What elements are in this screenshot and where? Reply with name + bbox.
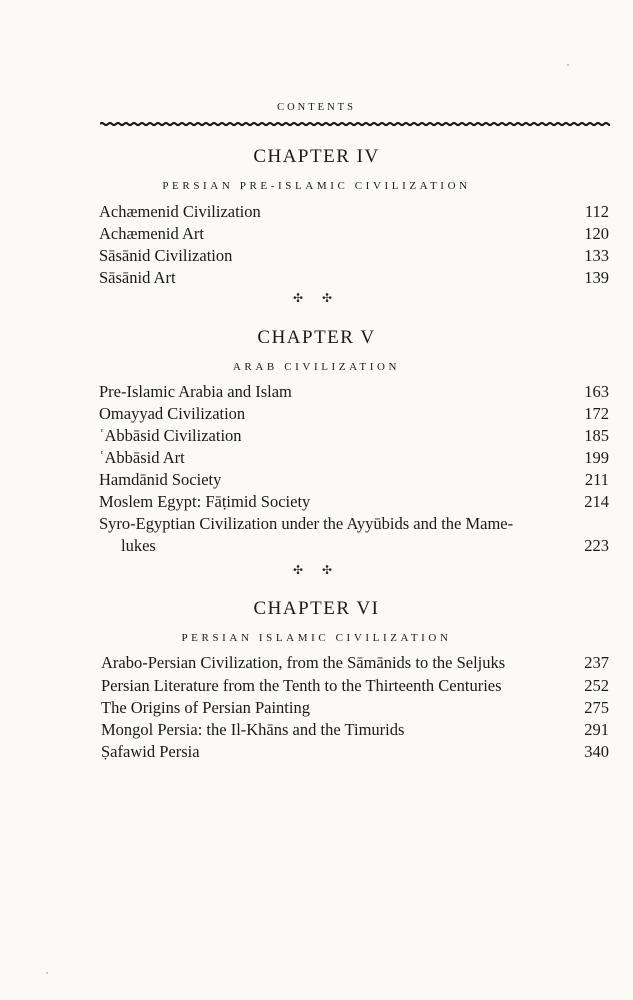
toc-entry[interactable]: [99, 245, 609, 267]
toc-entry[interactable]: [99, 425, 609, 447]
toc-entry-page: 340: [584, 742, 609, 761]
toc-entry-page: 199: [584, 448, 609, 467]
running-head: CONTENTS: [277, 102, 356, 113]
toc-entry-page: 252: [584, 676, 609, 695]
toc-entry-title-line: Syro-Egyptian Civilization under the Ayyūbids and the Mame-: [99, 514, 514, 533]
toc-entry-title: Persian Literature from the Tenth to the Thirteenth Centuries: [101, 676, 502, 695]
toc-entry[interactable]: [99, 491, 609, 513]
toc-entry[interactable]: [99, 403, 609, 425]
toc-entry-page: 237: [584, 653, 609, 672]
paper-speck: [567, 64, 569, 66]
toc-entry[interactable]: [99, 381, 609, 403]
toc-entry-page: 211: [584, 470, 609, 489]
toc-entry-title: Moslem Egypt: Fāṭimid Society: [99, 492, 311, 511]
toc-entry-page: 185: [584, 426, 609, 445]
toc-entry[interactable]: [99, 223, 609, 245]
chapter-heading: CHAPTER VI: [253, 598, 380, 619]
toc-entry[interactable]: [99, 469, 609, 491]
chapter-subtitle: PERSIAN PRE-ISLAMIC CIVILIZATION: [162, 180, 471, 192]
toc-entry[interactable]: [101, 675, 609, 697]
toc-entry-page: 291: [584, 720, 609, 739]
toc-entry-page: 112: [584, 202, 609, 221]
toc-entry-page: 139: [584, 268, 609, 287]
paper-speck: [46, 972, 48, 974]
toc-entry[interactable]: [101, 697, 609, 719]
toc-entry-page: 163: [584, 382, 609, 401]
toc-entry-title: Ṣafawid Persia: [101, 742, 200, 761]
toc-entry-page: 214: [584, 492, 609, 511]
toc-entry-title: The Origins of Persian Painting: [101, 698, 310, 717]
toc-entry[interactable]: [101, 719, 609, 741]
chapter-subtitle: PERSIAN ISLAMIC CIVILIZATION: [181, 632, 452, 644]
chapter-heading: CHAPTER V: [257, 327, 376, 348]
toc-entry-title: Sāsānid Art: [99, 268, 176, 287]
toc-entry[interactable]: [101, 652, 609, 674]
toc-entry-page: 275: [584, 698, 609, 717]
toc-entry-page: 223: [584, 536, 609, 555]
ornament-divider: ✣ ✣: [292, 291, 341, 305]
toc-entry-title: Achæmenid Civilization: [99, 202, 261, 221]
chapter-subtitle: ARAB CIVILIZATION: [232, 361, 401, 373]
toc-entry-page: 172: [584, 404, 609, 423]
toc-entry-title: Achæmenid Art: [99, 224, 204, 243]
toc-entry-title: Omayyad Civilization: [99, 404, 246, 423]
toc-entry[interactable]: [99, 267, 609, 289]
toc-entry-title: ʿAbbāsid Civilization: [99, 426, 242, 445]
toc-entry-title: [99, 513, 579, 557]
toc-entry-title: Arabo-Persian Civilization, from the Sāmānids to the Seljuks: [101, 653, 506, 672]
ornament-divider: ✣ ✣: [292, 563, 341, 577]
toc-entry-page: 120: [584, 224, 609, 243]
toc-entry[interactable]: [99, 447, 609, 469]
toc-entry-page: 133: [584, 246, 609, 265]
toc-entry[interactable]: [99, 513, 609, 557]
toc-entry[interactable]: [99, 201, 609, 223]
toc-entry-title: Hamdānid Society: [99, 470, 222, 489]
toc-entry-title: Sāsānid Civilization: [99, 246, 233, 265]
toc-entry-title: Mongol Persia: the Il-Khāns and the Timurids: [101, 720, 405, 739]
toc-entry-title-continuation: lukes: [121, 536, 156, 555]
wavy-rule: [100, 119, 610, 129]
toc-entry-title: ʿAbbāsid Art: [99, 448, 185, 467]
chapter-heading: CHAPTER IV: [253, 146, 380, 167]
toc-entry-title: Pre-Islamic Arabia and Islam: [99, 382, 292, 401]
toc-entry[interactable]: [101, 741, 609, 763]
